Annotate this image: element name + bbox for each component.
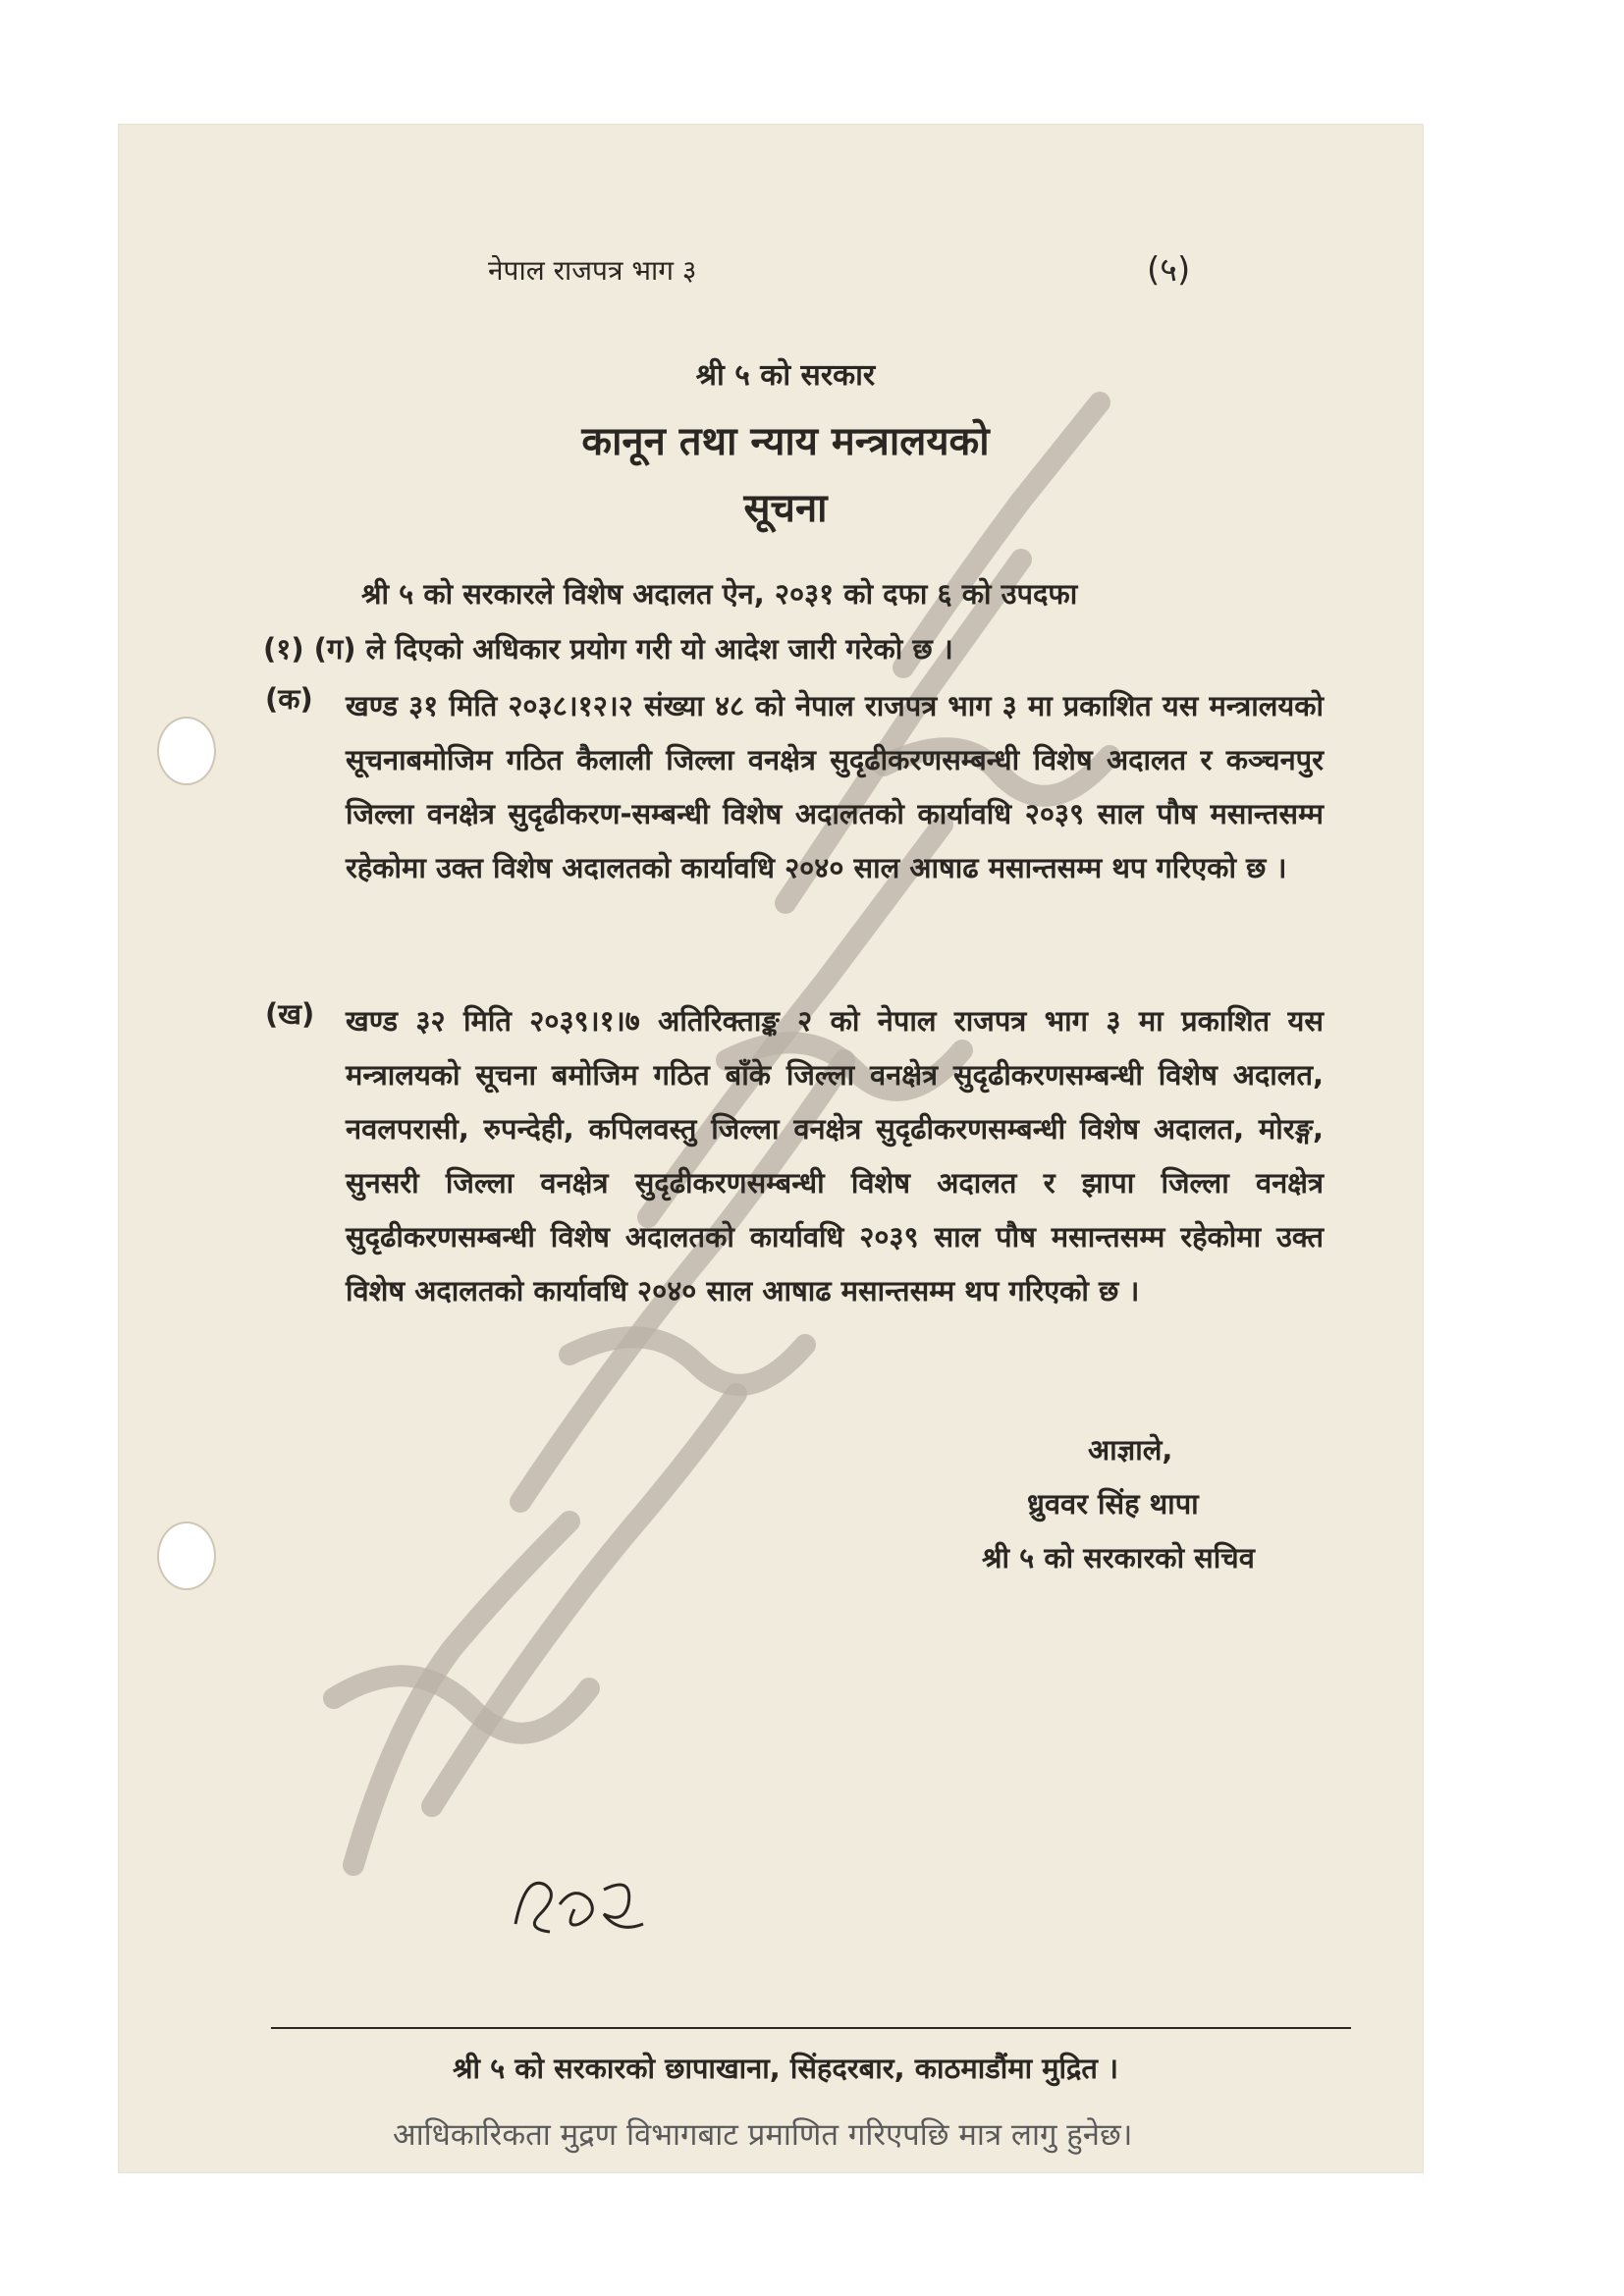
clause-text-kha: खण्ड ३२ मिति २०३९।१।७ अतिरिक्ताङ्क २ को नेपाल राजपत्र भाग ३ मा प्रकाशित यस मन्त्रालयको सूचना बमोजिम गठित बाँके जिल्ला वनक्षेत्र सुदृढीकरणसम्बन्धी विशेष अदालत, नवलपरासी, रुपन्देही, कपिलवस्तु जिल्ला वनक्षेत्र सुदृढीकरणसम्बन्धी विशेष अदालत, मोरङ्ग, सुनसरी जिल्ला वनक्षेत्र सुदृढीकरणसम्बन्धी विशेष अदालत र झापा जिल्ला वनक्षेत्र सुदृढीकरणसम्बन्धी विशेष अदालतको कार्यावधि २०३९ साल पौष मसान्तसम्म रहेकोमा उक्त विशेष अदालतको कार्यावधि २०४० साल आषाढ मसान्तसम्म थप गरिएको छ । [346, 1004, 1324, 1308]
punch-hole [157, 1522, 216, 1590]
signatory-designation: श्री ५ को सरकारको सचिव [982, 1541, 1255, 1575]
signature-order-word: आज्ञाले, [1088, 1433, 1173, 1467]
authentication-note: आधिकारिकता मुद्रण विभागबाट प्रमाणित गरिएपछि मात्र लागु हुनेछ। [393, 2117, 1133, 2153]
footer-rule [271, 2027, 1351, 2029]
clause-label-kha: (ख) [265, 997, 315, 1031]
page-number: (५) [1147, 250, 1191, 290]
printer-imprint: श्री ५ को सरकारको छापाखाना, सिंहदरबार, काठमाडौंमा मुद्रित । [452, 2052, 1119, 2085]
punch-hole [157, 717, 216, 785]
intro-line-2: (१) (ग) ले दिएको अधिकार प्रयोग गरी यो आदेश जारी गरेको छ । [263, 632, 953, 666]
clause-label-ka: (क) [265, 682, 313, 716]
handwritten-mark [506, 1855, 653, 1944]
ministry-heading: कानून तथा न्याय मन्त्रालयको [581, 419, 990, 464]
gazette-header: नेपाल राजपत्र भाग ३ [488, 254, 697, 287]
notice-heading: सूचना [743, 486, 828, 531]
intro-line-1: श्री ५ को सरकारले विशेष अदालत ऐन, २०३१ को दफा ६ को उपदफा [361, 577, 1078, 611]
government-heading: श्री ५ को सरकार [695, 358, 876, 393]
signatory-name: ध्रुववर सिंह थापा [1027, 1487, 1199, 1521]
clause-text-ka: खण्ड ३१ मिति २०३८।१२।२ संख्या ४८ को नेपाल राजपत्र भाग ३ मा प्रकाशित यस मन्त्रालयको सूचनाबमोजिम गठित कैलाली जिल्ला वनक्षेत्र सुदृढीकरणसम्बन्धी विशेष अदालत र कञ्चनपुर जिल्ला वनक्षेत्र सुदृढीकरण-सम्बन्धी विशेष अदालतको कार्यावधि २०३९ साल पौष मसान्तसम्म रहेकोमा उक्त विशेष अदालतको कार्यावधि २०४० साल आषाढ मसान्तसम्म थप गरिएको छ । [346, 689, 1324, 884]
